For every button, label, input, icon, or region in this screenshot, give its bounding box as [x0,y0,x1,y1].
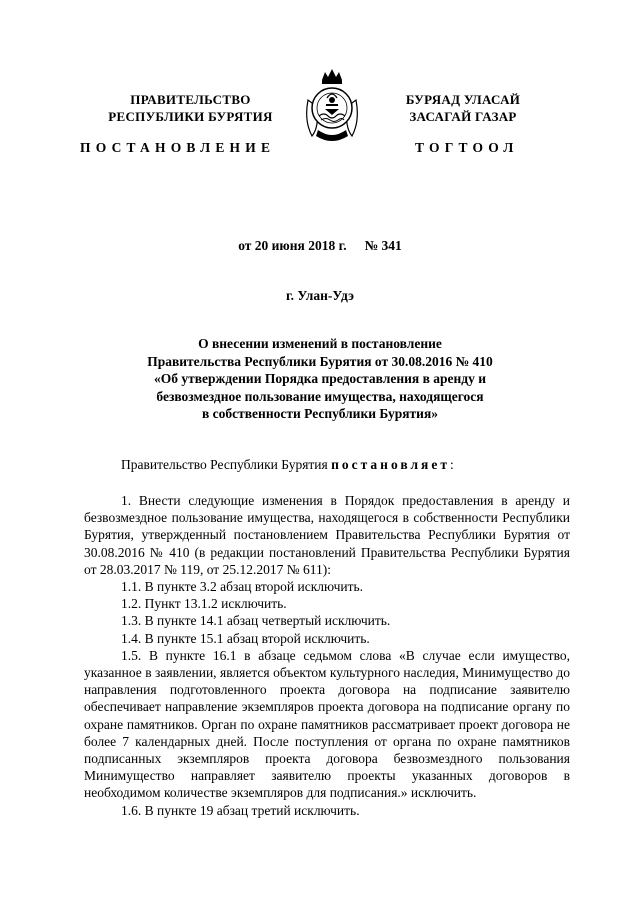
preamble-verb: постановляет [331,457,450,472]
title-line: О внесении изменений в постановление [198,336,442,351]
act-type-buryat: ТОГТООЛ [415,140,519,155]
header-right [388,91,538,125]
document-date: от 20 июня 2018 г. [238,238,347,253]
act-type-russian: ПОСТАНОВЛЕНИЕ [80,140,276,155]
preamble [121,457,454,473]
header-left-line1: ПРАВИТЕЛЬСТВО [130,92,251,107]
body-paragraph: 1.5. В пункте 16.1 в абзаце седьмом слова «В случае если имущество, указанное в заявлении, является объектом культурного наследия, Минимущество до направления подготовленного проекта договора на подписание заявителю обеспечивает направление экземпляров проекта договора на подписание органу по охране памятников. Орган по охране памятников рассматривает проект договора не более 7 календарных дней. После поступления от органа по охране памятников подписанных экземпляров проекта договора безвозмездного пользования Минимущество направляет заявителю проекты указанных договоров в необходимом количестве экземпляров для подписания.» исключить. [84,647,570,801]
body-paragraph: 1.1. В пункте 3.2 абзац второй исключить. [121,579,364,595]
body-paragraph: 1.6. В пункте 19 абзац третий исключить. [121,802,360,818]
preamble-text: Правительство Республики Бурятия [121,457,332,472]
body-paragraph: 1.3. В пункте 14.1 абзац четвертый исключить. [121,613,391,629]
city-line: г. Улан-Удэ [286,288,354,303]
date-line [0,238,640,254]
body-paragraph: 1.4. В пункте 15.1 абзац второй исключить. [121,630,370,646]
body-paragraph: 1. Внести следующие изменения в Порядок предоставления в аренду и безвозмездное пользование имущества, находящегося в собственности Республики Бурятия, утвержденный постановлением Правительства Республики Бурятия от 30.08.2016 № 410 (в редакции постановлений Правительства Республики Бурятия от 28.03.2017 № 119, от 25.12.2017 № 611): [84,493,570,577]
document-number: № 341 [364,238,402,253]
header-right-line1: БУРЯАД УЛАСАЙ [405,92,521,107]
header-left [98,91,283,125]
header-right-line2: ЗАСАГАЙ ГАЗАР [409,109,517,124]
body-paragraph: 1.2. Пункт 13.1.2 исключить. [121,596,287,612]
document-body [84,492,570,819]
preamble-colon: : [449,457,454,472]
title-line: Правительства Республики Бурятия от 30.08.2016 № 410 [147,353,493,369]
title-line: в собственности Республики Бурятия» [201,406,439,421]
header-left-line2: РЕСПУБЛИКИ БУРЯТИЯ [108,109,273,124]
title-line: «Об утверждении Порядка предоставления в аренду и [153,371,486,386]
document-title [90,335,550,423]
title-line: безвозмездное пользование имущества, находящегося [156,388,484,404]
coat-of-arms-emblem [300,66,364,150]
